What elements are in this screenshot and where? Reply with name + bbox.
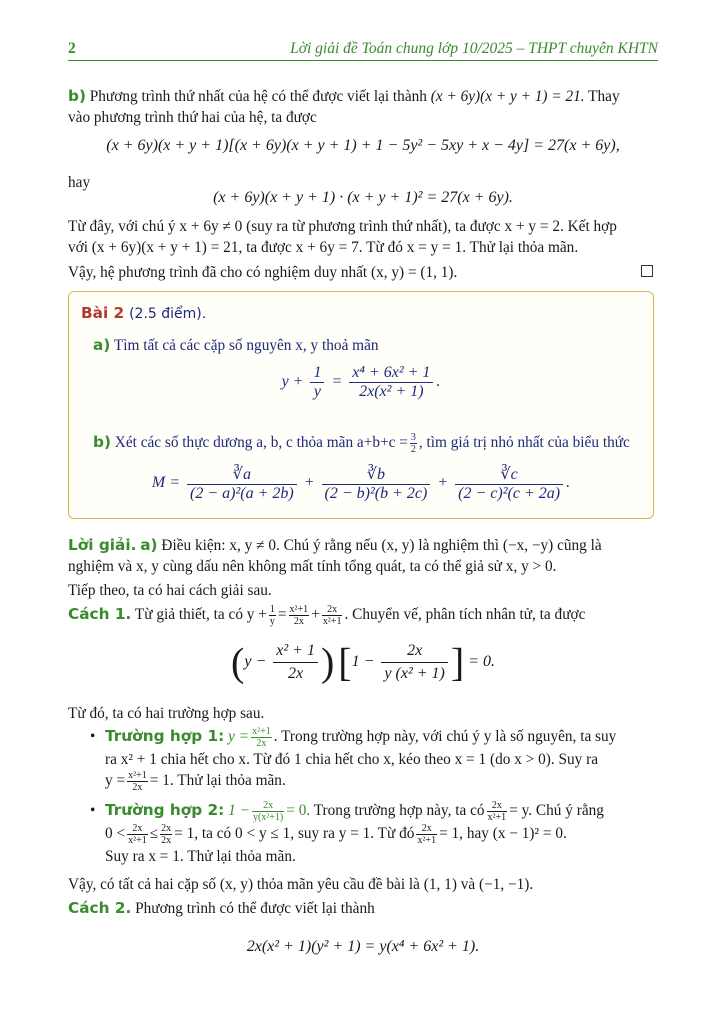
case-2-text-1: Trong trường hợp này, ta có (313, 802, 485, 820)
case-2-l2-frac-2 (160, 823, 172, 846)
fact-end: = 0. (468, 653, 495, 670)
cach-1-frac-3 (322, 604, 343, 627)
a-eq-frac-2-num: x⁴ + 6x² + 1 (349, 364, 433, 383)
m-frac-1-num: ∛a (187, 464, 297, 485)
deduction-line-1: Từ đây, với chú ý x + 6y ≠ 0 (suy ra từ phương trình thứ nhất), ta được x + y = 2. Kết hợp (68, 218, 617, 235)
fact-one: 1 − (351, 653, 375, 670)
factored-equation (68, 638, 658, 686)
fact-frac-2-num: 2x (381, 640, 447, 663)
m-lhs: M = (151, 474, 181, 492)
case-2-l2-frac-3 (416, 823, 437, 846)
page-number: 2 (68, 40, 76, 57)
solution-a-label: a) (140, 536, 158, 554)
case-1-text-3b: = 1. Thử lại thỏa mãn. (149, 772, 286, 790)
case-2-item (90, 800, 660, 864)
m-end: . (566, 474, 571, 492)
cach-1-plus: + (311, 606, 320, 624)
cach-1-text-2: . Chuyển vế, phân tích nhân tử, ta được (344, 606, 586, 624)
cach-2-equation: 2x(x² + 1)(y² + 1) = y(x⁴ + 6x² + 1). (246, 938, 480, 955)
case-2-l2-frac-2-num: 2x (161, 823, 172, 834)
problem-a (93, 336, 379, 355)
a-eq-equals: = (331, 373, 343, 391)
problem-b-frac (410, 432, 417, 455)
case-1-label: Trường hợp 1: (105, 727, 225, 746)
m-frac-2 (322, 464, 431, 503)
cach-1-equals: = (277, 606, 287, 624)
cach-1-frac-2-num: x²+1 (289, 604, 309, 615)
fact-frac-1-den: 2x (288, 664, 304, 682)
case-2-frac-2 (487, 800, 508, 823)
a-eq-lhs: y + (281, 373, 304, 391)
case-2-l2-frac-1 (127, 823, 148, 846)
case-1-frac (251, 726, 272, 749)
m-frac-3-num: ∛c (455, 464, 563, 485)
fact-y: y − (244, 653, 267, 670)
right-bracket: ] (450, 639, 465, 685)
m-frac-2-num: ∛b (322, 464, 431, 485)
problem-b-text-2: , tìm giá trị nhỏ nhất của biểu thức (418, 434, 630, 451)
problem-a-equation (69, 364, 653, 401)
cases-intro: Từ đó, ta có hai trường hợp sau. (68, 705, 265, 722)
deduction-line-2: với (x + 6y)(x + y + 1) = 21, ta được x + 6y = 7. Từ đó x = y = 1. Thử lại thỏa mãn. (68, 239, 579, 256)
problem-b-expression (69, 464, 653, 503)
case-2-frac-den: y(x²+1) (252, 812, 284, 823)
case-2-text (105, 800, 657, 867)
case-1-item (90, 726, 660, 793)
case-1-text-2: ra x² + 1 chia hết cho x. Từ đó 1 chia hết cho x, kéo theo x = 1 (do x > 0). Suy ra (105, 751, 599, 768)
case-2-l2b: ≤ (149, 825, 159, 843)
cach-1-text-1: Từ giả thiết, ta có y + (134, 606, 267, 624)
case-1-text-1: . Trong trường hợp này, với chú ý y là số nguyên, ta suy (273, 728, 617, 746)
cach-2-label: Cách 2. (68, 899, 132, 917)
m-frac-3-den: (2 − c)²(c + 2a) (458, 485, 561, 502)
problem-number: Bài 2 (81, 304, 125, 322)
case-1-frac-den: 2x (256, 738, 267, 749)
case-2-frac-2-num: 2x (487, 800, 508, 812)
m-frac-1-den: (2 − a)²(a + 2b) (190, 485, 294, 502)
cach-1-frac-1-den: y (269, 616, 275, 627)
case-2-frac-num: 2x (252, 800, 284, 812)
part-b-label: b) (68, 87, 86, 105)
cach-1-frac-3-den: x²+1 (322, 616, 342, 627)
a-eq-frac-1-num: 1 (310, 364, 324, 383)
case-2-text-3: Suy ra x = 1. Thử lại thỏa mãn. (105, 848, 296, 865)
a-eq-frac-2-den: 2x(x² + 1) (359, 383, 424, 400)
problem-title (81, 304, 206, 322)
case-2-l2-frac-2-den: 2x (161, 835, 172, 846)
solution-line-3: Tiếp theo, ta có hai cách giải sau. (68, 582, 272, 599)
a-eq-frac-1-den: y (313, 383, 322, 400)
problem-b-frac-num: 3 (410, 431, 416, 443)
m-frac-2-den: (2 − b)²(b + 2c) (324, 485, 428, 502)
problem-a-label: a) (93, 336, 111, 354)
case-2-frac (252, 800, 284, 823)
fact-frac-2-den: y (x² + 1) (384, 664, 445, 682)
m-plus-2: + (437, 474, 449, 492)
case-2-l2-frac-1-den: x²+1 (128, 835, 147, 846)
solution-intro (68, 535, 658, 577)
fact-frac-1 (273, 640, 318, 685)
fact-frac-1-num: x² + 1 (273, 640, 318, 663)
case-2-eq-end: = 0. (286, 802, 311, 820)
equation-1: (x + 6y)(x + y + 1)[(x + 6y)(x + y + 1) + 1 − 5y² − 5xy + x − 4y] = 27(x + 6y), (106, 137, 620, 154)
m-frac-3 (455, 464, 563, 503)
header-title: Lời giải đề Toán chung lớp 10/2025 – THPT chuyên KHTN (290, 40, 658, 57)
bullet-icon: • (90, 802, 96, 819)
case-1-frac-2 (127, 770, 148, 793)
case-2-text-1b: = y. Chú ý rằng (509, 802, 604, 820)
left-paren: ( (231, 639, 245, 685)
conclusion: Vậy, có tất cả hai cặp số (x, y) thỏa mãn yêu cầu đề bài là (1, 1) và (−1, −1). (68, 876, 534, 893)
cach-1-paragraph (68, 604, 658, 627)
a-eq-frac-1 (310, 364, 324, 401)
case-1-frac-num: x²+1 (252, 726, 271, 737)
case-1-eq: y = (228, 728, 250, 746)
part-b-text-3: vào phương trình thứ hai của hệ, ta được (68, 109, 317, 126)
case-2-eq: 1 − (228, 802, 250, 820)
cach-1-frac-1-num: 1 (269, 604, 275, 615)
case-2-l2d: = 1, hay (x − 1)² = 0. (439, 825, 567, 843)
case-1-frac-2-num: x²+1 (128, 770, 147, 781)
cach-2-text: Phương trình có thể được viết lại thành (135, 900, 375, 917)
part-b-deduction (68, 216, 658, 258)
problem-b (93, 430, 630, 455)
cach-1-frac-2 (289, 604, 310, 627)
cach-2-paragraph (68, 898, 658, 919)
case-2-l2a: 0 < (105, 825, 126, 843)
part-b-conclusion: Vậy, hệ phương trình đã cho có nghiệm duy nhất (x, y) = (1, 1). (68, 264, 458, 281)
case-2-l2c: = 1, ta có 0 < y ≤ 1, suy ra y = 1. Từ đó (174, 825, 415, 843)
fact-frac-2 (381, 640, 447, 685)
solution-line-1: Điều kiện: x, y ≠ 0. Chú ý rằng nếu (x, y) là nghiệm thì (−x, −y) cũng là (161, 537, 602, 554)
case-1-text-3a: y = (105, 772, 126, 790)
cach-1-frac-3-num: 2x (322, 604, 343, 616)
case-2-l2-frac-1-num: 2x (127, 823, 148, 835)
case-2-label: Trường hợp 2: (105, 801, 225, 820)
case-2-l2-frac-3-den: x²+1 (417, 835, 437, 846)
cach-1-frac-1 (269, 604, 276, 627)
right-paren: ) (320, 639, 335, 685)
part-b-paragraph (68, 86, 658, 128)
case-2-frac-2-den: x²+1 (487, 812, 507, 823)
problem-a-text: Tìm tất cả các cặp số nguyên x, y thoả mãn (113, 337, 379, 354)
cach-1-frac-2-den: 2x (293, 616, 304, 627)
part-b-text-2: Thay (588, 88, 620, 105)
a-eq-end: . (436, 373, 441, 391)
problem-points: (2.5 điểm). (129, 306, 207, 322)
part-b-text-1: Phương trình thứ nhất của hệ có thể được viết lại thành (89, 88, 427, 105)
problem-b-label: b) (93, 433, 111, 451)
problem-b-frac-den: 2 (410, 443, 416, 455)
left-bracket: [ (338, 639, 352, 685)
bullet-icon: • (90, 728, 96, 745)
case-1-frac-2-den: 2x (132, 782, 143, 793)
part-b-inline-eq: (x + 6y)(x + y + 1) = 21. (430, 88, 585, 105)
problem-b-text-1: Xét các số thực dương a, b, c thỏa mãn a+b+c = (114, 434, 408, 451)
a-eq-frac-2 (349, 364, 433, 401)
m-plus-1: + (303, 474, 315, 492)
problem-box (68, 291, 654, 519)
solution-label: Lời giải. (68, 536, 137, 554)
m-frac-1 (187, 464, 297, 503)
cach-1-label: Cách 1. (68, 605, 132, 624)
case-2-l2-frac-3-num: 2x (416, 823, 437, 835)
equation-2: (x + 6y)(x + y + 1) · (x + y + 1)² = 27(x + 6y). (213, 189, 513, 206)
case-1-text (105, 726, 657, 793)
page-header (68, 38, 658, 60)
header-rule (68, 60, 658, 61)
hay-text: hay (68, 174, 91, 191)
solution-line-2: nghiệm và x, y cùng dấu nên không mất tính tổng quát, ta có thể giả sử x, y > 0. (68, 558, 557, 575)
qed-square-icon (641, 265, 653, 277)
